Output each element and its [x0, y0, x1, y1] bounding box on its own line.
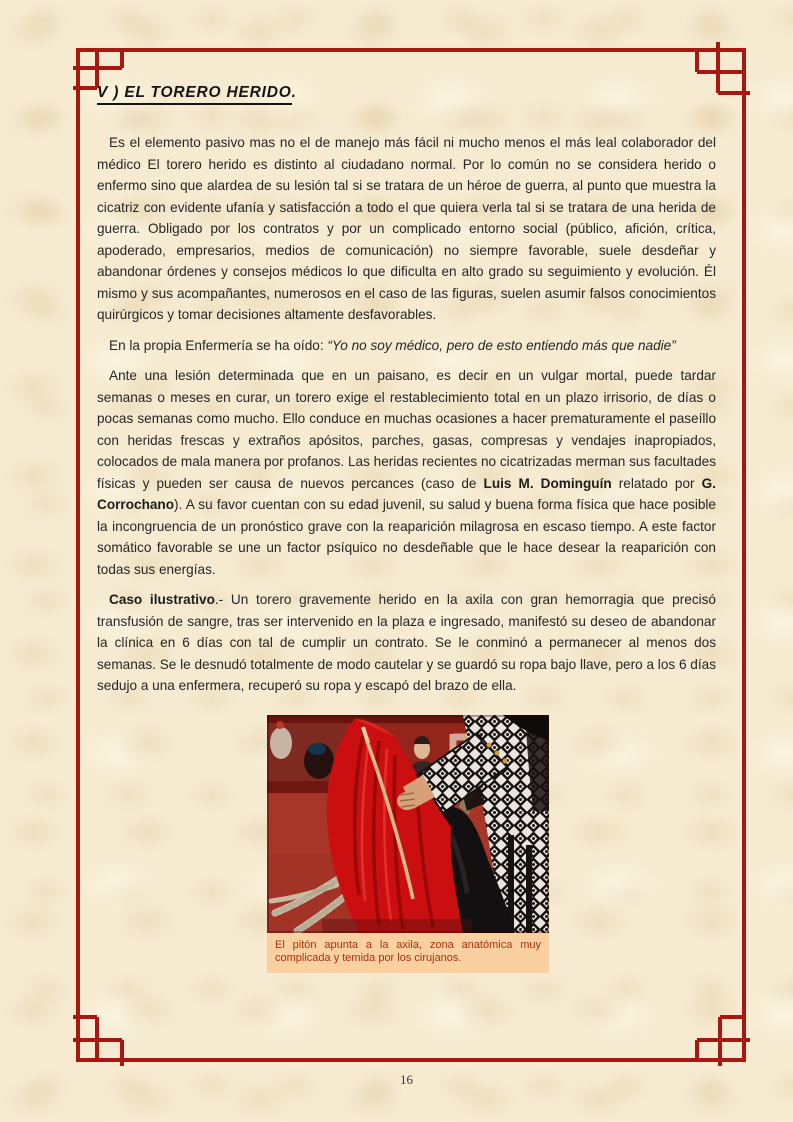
paragraph-2 [97, 335, 716, 357]
text-run: Ante una lesión determinada que en un paisano, es decir en un vulgar mortal, puede tardar semanas o meses en curar, un torero exige el restablecimiento total en un plazo irrisorio, de días o pocas semanas como mucho. Ello conduce en muchas ocasiones a hacer prematuramente el paseíllo con heridas frescas y extraños apósitos, parches, gasas, compresas y vendajes inapropiados, colocados de mala manera por profanos. Las heridas recientes no cicatrizadas merman sus facultades físicas y pueden ser causa de nuevos percances (caso de [97, 368, 716, 491]
figure-bullfight [267, 715, 549, 973]
photo-caption: El pitón apunta a la axila, zona anatómica muy complicada y temida por los cirujanos. [267, 933, 549, 973]
paragraph-3 [97, 365, 716, 580]
section-title [97, 84, 716, 102]
corner-ornament-bottom-left [70, 1012, 128, 1070]
section-title-text: V ) EL TORERO HERIDO [97, 84, 292, 105]
page-number: 16 [400, 1072, 413, 1087]
text-run: Es el elemento pasivo mas no el de manejo más fácil ni mucho menos el más leal colaborador del médico El torero herido es distinto al ciudadano normal. Por lo común no se considera herido o enfermo sino que alardea de su lesión tal si se tratara de un héroe de guerra, al punto que muestra la cicatriz con evidente ufanía y satisfacción a todo el que quiera verla tal si se tratara de una herida de guerra. Obligado por los contratos y por un complicado entorno social (público, afición, crítica, apoderado, empresarios, medios de comunicación) no siempre favorable, suele desdeñar y abandonar órdenes y consejos médicos lo que dificulta en alto grado su seguimiento y evolución. Él mismo y sus acompañantes, numerosos en el caso de las figuras, suelen asumir falsos conocimientos quirúrgicos y tomar decisiones altamente desfavorables. [97, 135, 716, 322]
inline-quote: “Yo no soy médico, pero de esto entiendo más que nadie” [327, 337, 676, 353]
page-content [97, 84, 716, 973]
section-title-period: . [291, 84, 297, 101]
text-run: En la propia Enfermería se ha oído: [109, 337, 328, 353]
name-corrochano: G. Corrochano [97, 475, 716, 512]
corner-ornament-bottom-right [690, 1012, 754, 1070]
name-dominguin: Luis M. Dominguín [483, 475, 612, 491]
paragraph-1 [97, 132, 716, 326]
case-lead: Caso ilustrativo [109, 592, 215, 607]
bullfight-photo [267, 715, 549, 933]
paragraph-4 [97, 589, 716, 697]
text-run: ). A su favor cuentan con su edad juvenil, su salud y buena forma física que hace posible la incongruencia de un pronóstico grave con la reaparición milagrosa en escaso tiempo. A este factor somático favorable se une un factor psíquico no desdeñable que le hace desear la reaparición con todas sus energías. [97, 497, 716, 577]
text-run: relatado por [611, 475, 702, 491]
text-run: .- Un torero gravemente herido en la axila con gran hemorragia que precisó transfusión de sangre, tras ser intervenido en la plaza e ingresado, manifestó su deseo de abandonar la clínica en 6 días con tal de cumplir un contrato. Se le conminó a permanecer al menos dos semanas. Se le desnudó totalmente de modo cautelar y se guardó su ropa bajo llave, pero a los 6 días sedujo a una enfermera, recuperó su ropa y escapó del brazo de ella. [97, 592, 716, 693]
